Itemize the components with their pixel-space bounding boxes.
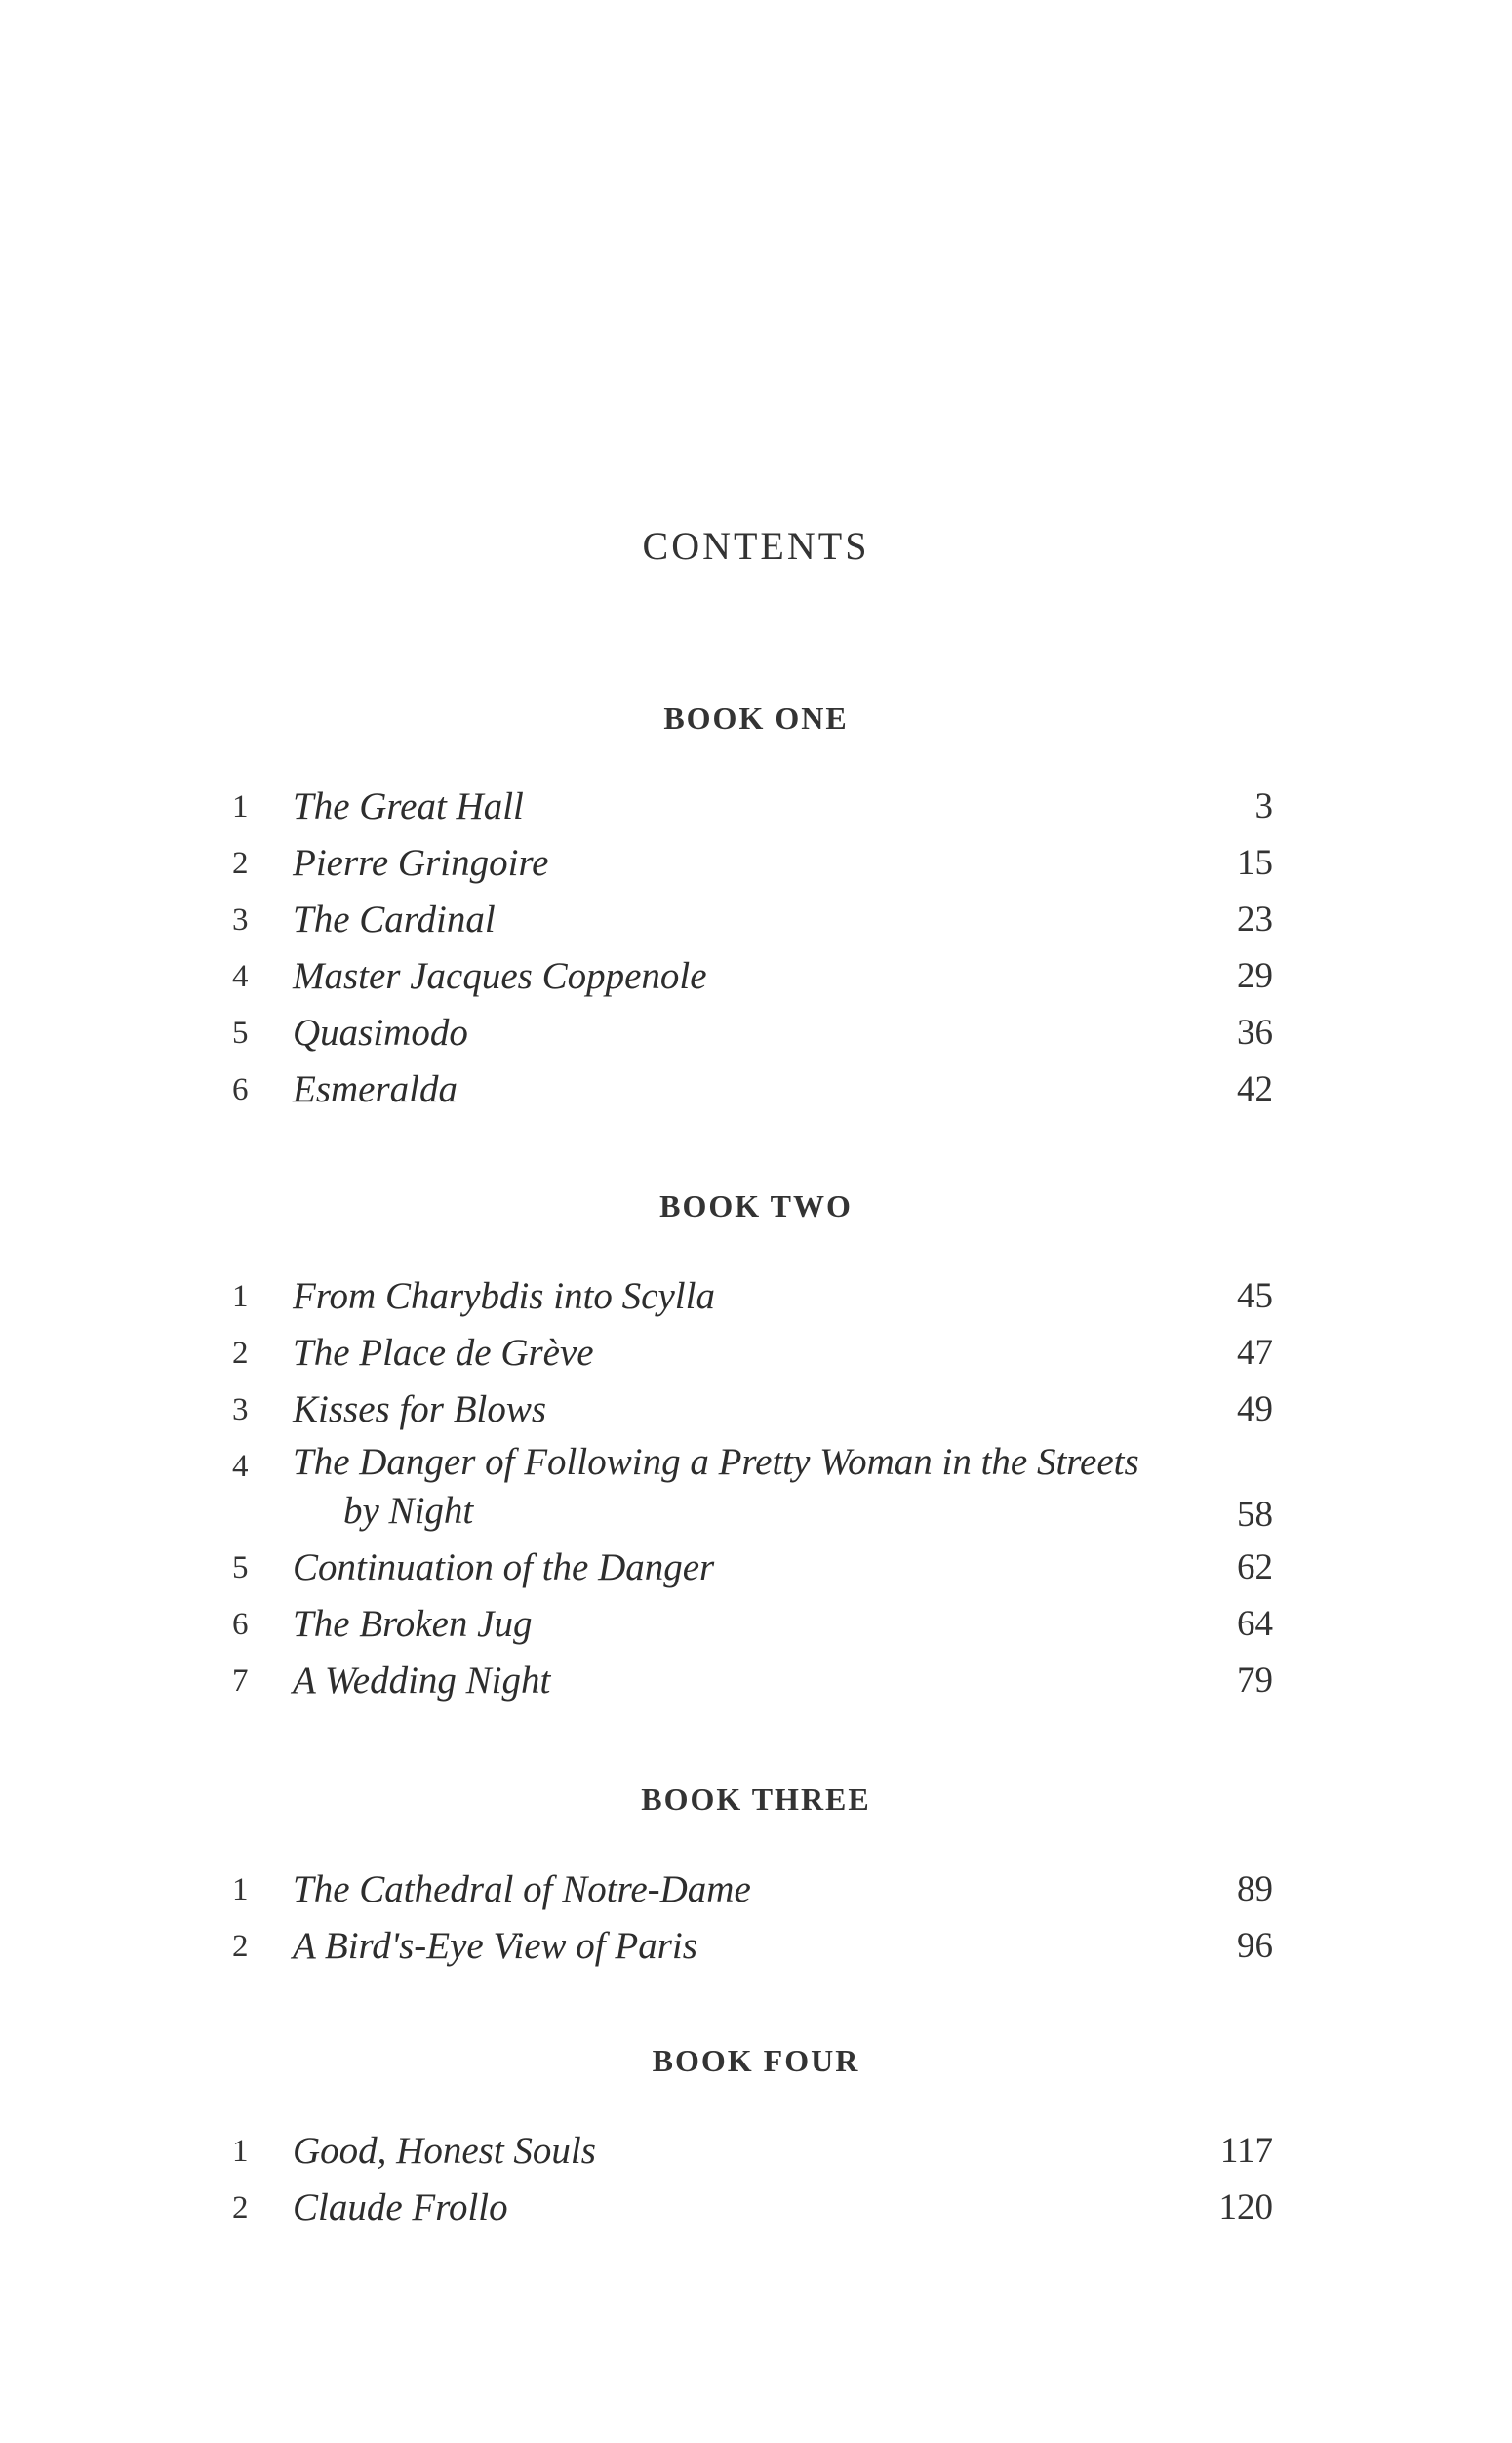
page-number: 29 <box>1237 956 1273 996</box>
chapter-entry[interactable] <box>0 1268 1512 1325</box>
chapter-entry[interactable] <box>0 1005 1512 1061</box>
chapter-title: Kisses for Blows <box>293 1388 547 1430</box>
chapter-entry[interactable] <box>0 1382 1512 1438</box>
chapter-title: The Place de Grève <box>293 1332 594 1374</box>
chapter-title: Claude Frollo <box>293 2186 508 2228</box>
chapter-entry[interactable] <box>0 1653 1512 1709</box>
chapter-entry[interactable] <box>0 1438 1512 1540</box>
chapter-entry[interactable] <box>0 1061 1512 1118</box>
page-number: 64 <box>1237 1604 1273 1644</box>
book-heading: BOOK FOUR <box>652 2043 860 2078</box>
page-number: 15 <box>1237 843 1273 883</box>
page-number: 79 <box>1237 1661 1273 1701</box>
chapter-title: Quasimodo <box>293 1012 468 1054</box>
page-number: 58 <box>1237 1495 1273 1535</box>
chapter-title: From Charybdis into Scylla <box>293 1275 715 1317</box>
chapter-number: 5 <box>232 1016 249 1051</box>
chapter-title: Pierre Gringoire <box>293 842 549 884</box>
chapter-number: 1 <box>232 1872 249 1907</box>
chapter-list <box>0 2123 1512 2236</box>
chapter-title: Continuation of the Danger <box>293 1546 715 1588</box>
chapter-entry[interactable] <box>0 2123 1512 2180</box>
page-number: 89 <box>1237 1869 1273 1909</box>
chapter-title: Good, Honest Souls <box>293 2130 596 2172</box>
chapter-title: The Great Hall <box>293 785 524 827</box>
chapter-list <box>0 1862 1512 1975</box>
chapter-number: 7 <box>232 1663 249 1699</box>
book-heading: BOOK ONE <box>663 701 849 736</box>
chapter-entry[interactable] <box>0 1596 1512 1653</box>
book-one-section <box>0 699 1512 1118</box>
chapter-number: 2 <box>232 846 249 881</box>
page-number: 23 <box>1237 900 1273 940</box>
chapter-number: 2 <box>232 1336 249 1371</box>
chapter-number: 4 <box>232 1449 249 1484</box>
chapter-entry[interactable] <box>0 779 1512 835</box>
chapter-title <box>293 1438 1139 1536</box>
chapter-number: 5 <box>232 1550 249 1585</box>
chapter-title: The Broken Jug <box>293 1603 533 1645</box>
chapter-entry[interactable] <box>0 1325 1512 1382</box>
chapter-number: 1 <box>232 1279 249 1314</box>
chapter-list <box>0 1268 1512 1709</box>
page-number: 120 <box>1218 2187 1273 2227</box>
chapter-number: 6 <box>232 1072 249 1107</box>
chapter-title-line1: The Danger of Following a Pretty Woman in the Streets <box>293 1441 1139 1483</box>
chapter-entry[interactable] <box>0 892 1512 948</box>
book-heading: BOOK TWO <box>659 1188 853 1223</box>
chapter-number: 2 <box>232 2190 249 2225</box>
chapter-number: 1 <box>232 2134 249 2169</box>
page-number: 3 <box>1254 786 1273 826</box>
chapter-number: 1 <box>232 789 249 824</box>
chapter-entry[interactable] <box>0 1540 1512 1596</box>
page-number: 117 <box>1219 2131 1273 2171</box>
chapter-title: A Wedding Night <box>293 1660 551 1702</box>
chapter-number: 2 <box>232 1929 249 1964</box>
chapter-list <box>0 779 1512 1118</box>
chapter-number: 6 <box>232 1607 249 1642</box>
chapter-entry[interactable] <box>0 2180 1512 2236</box>
page-number: 96 <box>1237 1926 1273 1966</box>
chapter-title-line2: by Night <box>343 1490 474 1532</box>
chapter-number: 3 <box>232 1392 249 1427</box>
chapter-number: 4 <box>232 959 249 994</box>
chapter-entry[interactable] <box>0 1862 1512 1918</box>
chapter-entry[interactable] <box>0 835 1512 892</box>
page-number: 42 <box>1237 1069 1273 1109</box>
chapter-title: The Cardinal <box>293 899 496 941</box>
book-three-section <box>0 1780 1512 1975</box>
chapter-title: The Cathedral of Notre-Dame <box>293 1868 751 1910</box>
chapter-entry[interactable] <box>0 1918 1512 1975</box>
book-heading: BOOK THREE <box>641 1782 871 1817</box>
book-four-section <box>0 2041 1512 2236</box>
chapter-entry[interactable] <box>0 948 1512 1005</box>
chapter-number: 3 <box>232 902 249 938</box>
book-two-section <box>0 1186 1512 1709</box>
page-number: 45 <box>1237 1276 1273 1316</box>
chapter-title: Esmeralda <box>293 1068 458 1110</box>
page-number: 49 <box>1237 1389 1273 1429</box>
page-number: 47 <box>1237 1333 1273 1373</box>
page-title: CONTENTS <box>642 524 870 568</box>
chapter-title: A Bird's-Eye View of Paris <box>293 1925 697 1967</box>
chapter-title: Master Jacques Coppenole <box>293 955 707 997</box>
page-number: 36 <box>1237 1013 1273 1053</box>
page-number: 62 <box>1237 1547 1273 1587</box>
